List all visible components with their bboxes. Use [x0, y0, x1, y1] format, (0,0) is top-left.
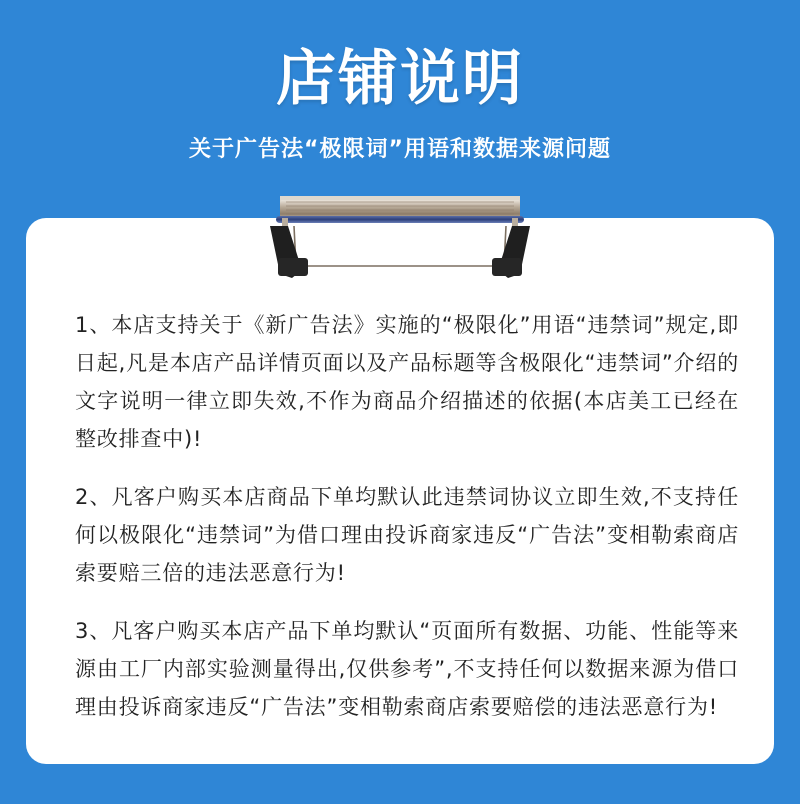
notice-content	[75, 306, 739, 746]
notice-paragraph-3: 3、凡客户购买本店产品下单均默认“页面所有数据、功能、性能等来源由工厂内部实验测量得出,仅供参考”,不支持任何以数据来源为借口理由投诉商家违反“广告法”变相勒索商店索要赔偿的违法恶意行为!	[75, 619, 739, 719]
page-subtitle: 关于广告法“极限词”用语和数据来源问题	[189, 137, 611, 162]
notice-paragraph-2: 2、凡客户购买本店商品下单均默认此违禁词协议立即生效,不支持任何以极限化“违禁词”为借口理由投诉商家违反“广告法”变相勒索商店索要赔三倍的违法恶意行为!	[75, 485, 739, 585]
notice-paragraph-1: 1、本店支持关于《新广告法》实施的“极限化”用语“违禁词”规定,即日起,凡是本店产品详情页面以及产品标题等含极限化“违禁词”介绍的文字说明一律立即失效,不作为商品介绍描述的依据(本店美工已经在整改排查中)!	[75, 313, 739, 451]
binder-clip-icon	[266, 196, 534, 292]
page-title: 店铺说明	[276, 44, 524, 114]
